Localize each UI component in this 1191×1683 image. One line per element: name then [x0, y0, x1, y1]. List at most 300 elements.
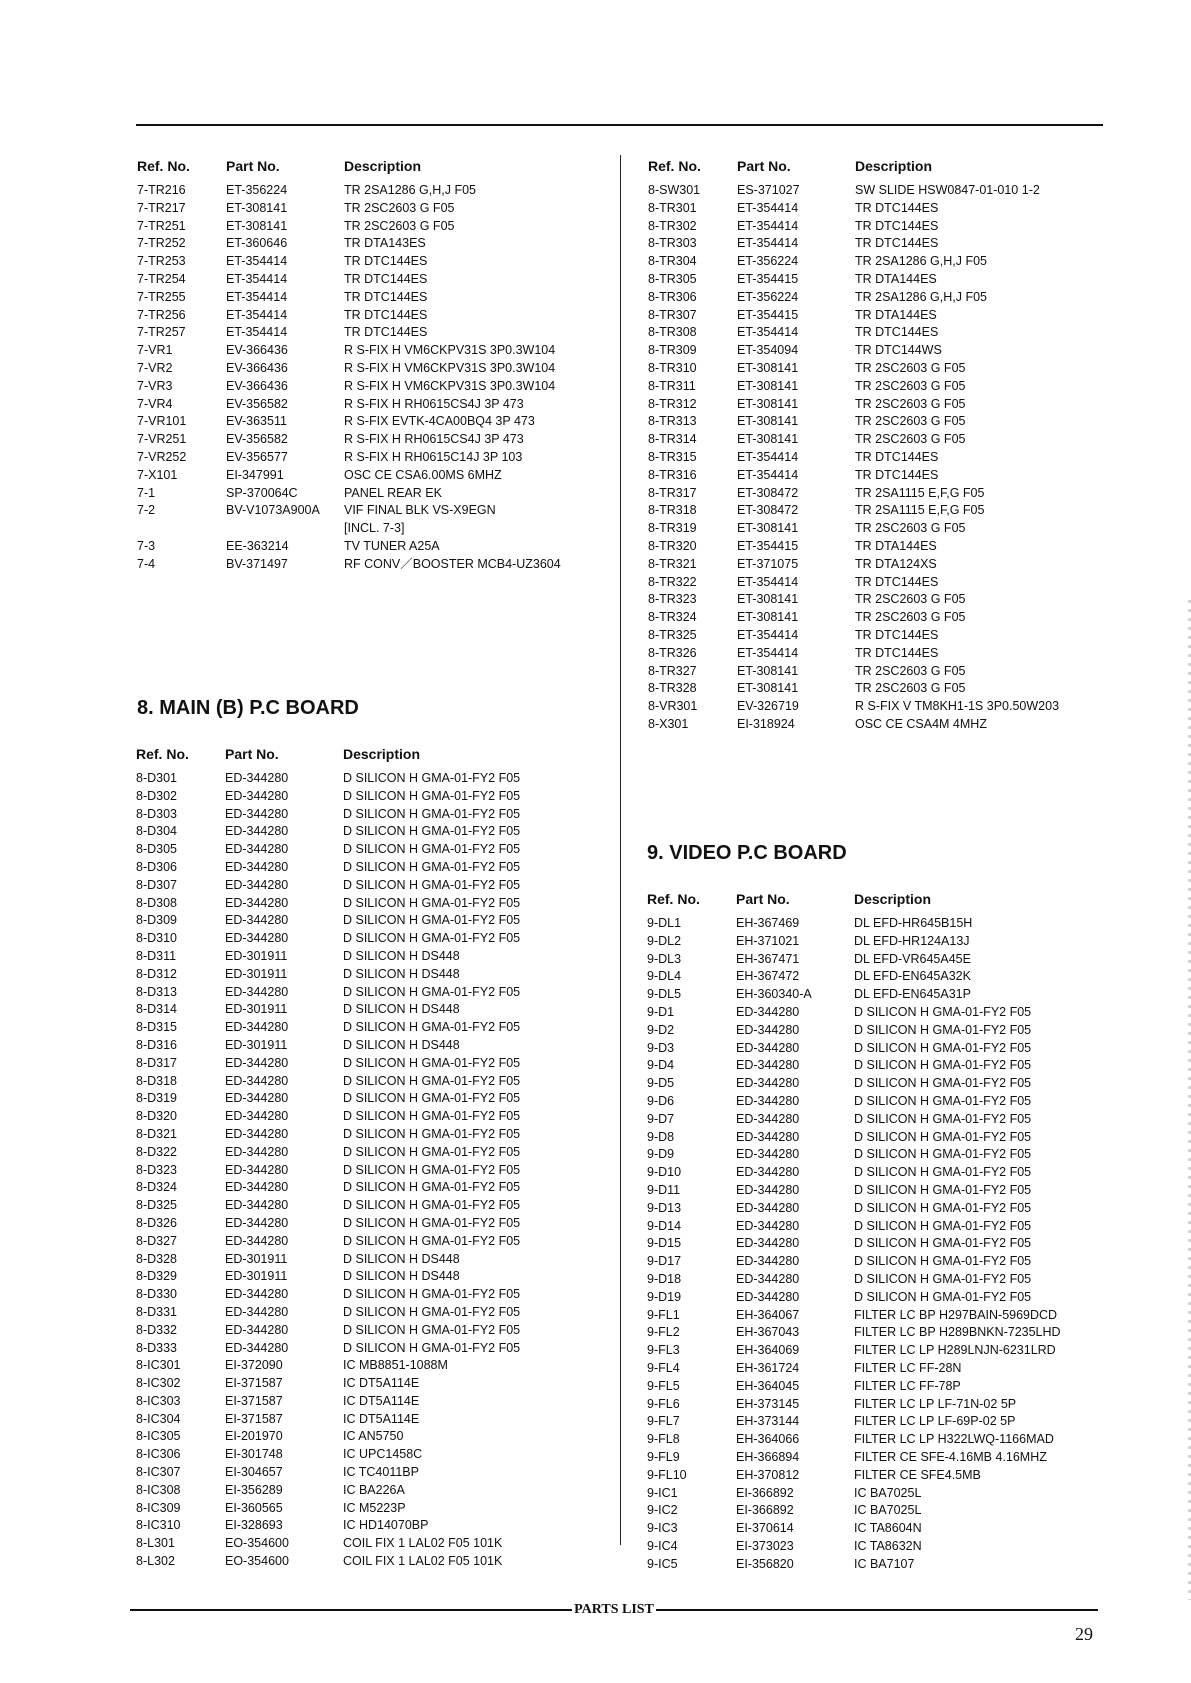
- ref-no: 9-D1: [647, 1004, 675, 1019]
- table-9: [647, 885, 1087, 1573]
- table-row: [136, 823, 606, 841]
- ref-no: 8-TR324: [648, 610, 697, 625]
- description: TR DTA144ES: [855, 271, 937, 286]
- description: FILTER CE SFE4.5MB: [854, 1467, 981, 1482]
- ref-no: 9-FL1: [647, 1307, 680, 1322]
- ref-no: 9-IC1: [647, 1485, 678, 1500]
- description: D SILICON H GMA-01-FY2 F05: [343, 1055, 521, 1070]
- table-header: [648, 152, 1088, 174]
- part-no: EH-364066: [736, 1432, 800, 1447]
- table-row: [136, 1286, 606, 1304]
- ref-no: 8-TR313: [648, 414, 697, 429]
- table-row: [647, 915, 1087, 933]
- description: D SILICON H GMA-01-FY2 F05: [854, 1093, 1032, 1108]
- ref-no: 8-D308: [136, 895, 177, 910]
- ref-no: 8-TR303: [648, 236, 697, 251]
- description: D SILICON H GMA-01-FY2 F05: [854, 1111, 1032, 1126]
- part-no: ED-344280: [225, 1162, 289, 1177]
- part-no: ED-344280: [736, 1271, 800, 1286]
- table-row: [648, 520, 1088, 538]
- table-row: [136, 1482, 606, 1500]
- ref-no: 8-D309: [136, 913, 177, 928]
- footer-label: PARTS LIST: [574, 1602, 654, 1617]
- part-no: ET-308141: [737, 663, 799, 678]
- ref-no: 9-IC4: [647, 1538, 678, 1553]
- table-row: [647, 1271, 1087, 1289]
- ref-no: 8-TR308: [648, 325, 697, 340]
- part-no: ET-354414: [226, 254, 288, 269]
- ref-no: 8-D318: [136, 1073, 177, 1088]
- table-row: [137, 378, 607, 396]
- ref-no: 8-D330: [136, 1287, 177, 1302]
- ref-no: 8-TR305: [648, 271, 697, 286]
- ref-no: 8-D323: [136, 1162, 177, 1177]
- part-no: ET-354414: [737, 218, 799, 233]
- table-row: [648, 200, 1088, 218]
- part-no: BV-V1073A900A: [226, 503, 320, 518]
- ref-no: 8-D304: [136, 824, 177, 839]
- table-row: [136, 984, 606, 1002]
- description: D SILICON H GMA-01-FY2 F05: [343, 859, 521, 874]
- part-no: ED-344280: [736, 1182, 800, 1197]
- ref-no: 9-IC5: [647, 1556, 678, 1571]
- description: D SILICON H GMA-01-FY2 F05: [854, 1200, 1032, 1215]
- table-row: [136, 1428, 606, 1446]
- ref-no: 9-IC2: [647, 1503, 678, 1518]
- part-no: ET-308472: [737, 503, 799, 518]
- part-no: ED-344280: [225, 1340, 289, 1355]
- description: IC M5223P: [343, 1500, 406, 1515]
- table-row: [136, 841, 606, 859]
- table-row: [137, 467, 607, 485]
- section-8-title: 8. MAIN (B) P.C BOARD: [137, 697, 359, 719]
- table-row: [136, 1001, 606, 1019]
- table-row: [136, 1464, 606, 1482]
- description: R S-FIX H VM6CKPV31S 3P0.3W104: [344, 360, 556, 375]
- part-no: ED-301911: [225, 1002, 288, 1017]
- ref-no: 8-D311: [136, 948, 177, 963]
- ref-no: 9-FL7: [647, 1414, 680, 1429]
- table-row: [137, 218, 607, 236]
- table-row: [137, 502, 607, 520]
- part-no: ED-344280: [225, 895, 289, 910]
- part-no: ED-301911: [225, 948, 288, 963]
- table-row: [647, 1235, 1087, 1253]
- top-rule: [136, 124, 1103, 126]
- ref-no: 9-FL8: [647, 1432, 680, 1447]
- part-no: ET-308141: [737, 396, 799, 411]
- description: TR DTC144ES: [344, 325, 428, 340]
- ref-no: 9-D8: [647, 1129, 675, 1144]
- ref-no: 7-4: [137, 556, 156, 571]
- part-no: ET-308141: [737, 521, 799, 536]
- part-no: EI-371587: [225, 1393, 283, 1408]
- part-header: Part No.: [226, 158, 280, 174]
- ref-no: 8-VR301: [648, 699, 698, 714]
- part-no: ET-308141: [737, 414, 799, 429]
- description: R S-FIX H VM6CKPV31S 3P0.3W104: [344, 343, 556, 358]
- ref-no: 8-D301: [136, 771, 177, 785]
- description: OSC CE CSA4M 4MHZ: [855, 716, 987, 731]
- ref-no: 8-D307: [136, 877, 177, 892]
- desc-header: Description: [343, 746, 421, 762]
- description: IC BA226A: [343, 1482, 405, 1497]
- description: IC HD14070BP: [343, 1518, 429, 1533]
- table-row: [648, 502, 1088, 520]
- table-row: [647, 1396, 1087, 1414]
- part-no: ET-360646: [226, 236, 288, 251]
- part-no: ED-344280: [736, 1236, 800, 1251]
- part-no: EH-364045: [736, 1378, 800, 1393]
- description: [INCL. 7-3]: [344, 521, 405, 536]
- table-row: [648, 307, 1088, 325]
- description: D SILICON H GMA-01-FY2 F05: [343, 788, 521, 803]
- table-row: [136, 1553, 606, 1571]
- ref-no: 8-TR317: [648, 485, 697, 500]
- part-no: EI-366892: [736, 1485, 794, 1500]
- description: IC DT5A114E: [343, 1393, 420, 1408]
- ref-no: 8-D316: [136, 1037, 177, 1052]
- table-row: [647, 1253, 1087, 1271]
- description: FILTER LC LP H289LNJN-6231LRD: [854, 1343, 1056, 1358]
- part-no: ED-344280: [736, 1076, 800, 1091]
- part-no: EV-356582: [226, 432, 288, 447]
- description: IC BA7025L: [854, 1503, 922, 1518]
- table-row: [648, 609, 1088, 627]
- description: TR DTC144ES: [855, 645, 939, 660]
- table-row: [137, 271, 607, 289]
- description: D SILICON H GMA-01-FY2 F05: [343, 1233, 521, 1248]
- description: D SILICON H GMA-01-FY2 F05: [343, 1162, 521, 1177]
- part-no: EH-367043: [736, 1325, 800, 1340]
- part-no: ED-344280: [225, 771, 289, 785]
- table-row: [647, 1449, 1087, 1467]
- part-no: EI-347991: [226, 467, 284, 482]
- table-row: [648, 413, 1088, 431]
- description: R S-FIX H RH0615C14J 3P 103: [344, 449, 523, 464]
- table-row: [136, 877, 606, 895]
- ref-no: 8-TR309: [648, 343, 697, 358]
- description: D SILICON H GMA-01-FY2 F05: [854, 1254, 1032, 1269]
- description: D SILICON H GMA-01-FY2 F05: [343, 1340, 521, 1355]
- ref-no: 8-D317: [136, 1055, 177, 1070]
- description: SW SLIDE HSW0847-01-010 1-2: [855, 183, 1040, 197]
- ref-no: 8-D333: [136, 1340, 177, 1355]
- ref-no: 7-TR216: [137, 183, 186, 197]
- ref-no: 8-TR314: [648, 432, 697, 447]
- table-row: [647, 933, 1087, 951]
- table-7: [137, 152, 607, 574]
- ref-no: 8-TR307: [648, 307, 697, 322]
- table-row: [137, 324, 607, 342]
- table-body: [137, 182, 607, 574]
- description: DL EFD-HR645B15H: [854, 916, 973, 930]
- description: FILTER CE SFE-4.16MB 4.16MHZ: [854, 1449, 1047, 1464]
- ref-no: 9-FL2: [647, 1325, 680, 1340]
- table-row: [647, 1129, 1087, 1147]
- part-no: ET-354414: [737, 574, 799, 589]
- description: VIF FINAL BLK VS-X9EGN: [344, 503, 496, 518]
- part-no: ED-344280: [225, 1180, 289, 1195]
- desc-header: Description: [344, 158, 422, 174]
- part-no: ET-308141: [737, 610, 799, 625]
- table-row: [647, 1556, 1087, 1574]
- ref-no: 7-TR255: [137, 289, 186, 304]
- ref-no: 7-2: [137, 503, 156, 518]
- table-row: [648, 449, 1088, 467]
- part-no: ED-344280: [225, 1287, 289, 1302]
- ref-no: 8-IC307: [136, 1465, 181, 1480]
- ref-no: 9-FL6: [647, 1396, 680, 1411]
- ref-no: 8-TR304: [648, 254, 697, 269]
- part-no: SP-370064C: [226, 485, 298, 500]
- description: D SILICON H GMA-01-FY2 F05: [343, 1322, 521, 1337]
- ref-no: 7-X101: [137, 467, 178, 482]
- table-row: [648, 360, 1088, 378]
- table-row: [647, 1040, 1087, 1058]
- ref-no: 8-D332: [136, 1322, 177, 1337]
- ref-no: 9-D3: [647, 1040, 675, 1055]
- ref-no: 7-VR251: [137, 432, 187, 447]
- table-row: [648, 218, 1088, 236]
- part-no: ED-344280: [736, 1165, 800, 1180]
- part-no: EI-201970: [225, 1429, 283, 1444]
- part-no: ED-344280: [736, 1218, 800, 1233]
- part-no: ED-344280: [736, 1093, 800, 1108]
- description: TR DTC144ES: [855, 200, 939, 215]
- part-no: ED-344280: [225, 1055, 289, 1070]
- ref-no: 9-D9: [647, 1147, 675, 1162]
- description: TR 2SC2603 G F05: [855, 521, 966, 536]
- part-no: ET-354414: [226, 271, 288, 286]
- description: TR 2SC2603 G F05: [344, 218, 455, 233]
- table-row: [647, 1378, 1087, 1396]
- part-no: EH-367472: [736, 969, 800, 984]
- ref-no: 8-IC306: [136, 1447, 181, 1462]
- part-no: ET-356224: [737, 289, 799, 304]
- part-no: EE-363214: [226, 538, 289, 553]
- part-no: ET-354414: [737, 236, 799, 251]
- part-no: ED-344280: [225, 1233, 289, 1248]
- ref-no: 8-TR326: [648, 645, 697, 660]
- description: TR 2SC2603 G F05: [855, 681, 966, 696]
- part-no: EH-360340-A: [736, 987, 812, 1002]
- description: TR DTC144ES: [855, 627, 939, 642]
- ref-no: 9-D19: [647, 1289, 682, 1304]
- table-row: [647, 1182, 1087, 1200]
- table-row: [647, 951, 1087, 969]
- ref-no: 8-D331: [136, 1304, 177, 1319]
- ref-no: 8-D313: [136, 984, 177, 999]
- part-no: EH-361724: [736, 1360, 800, 1375]
- description: D SILICON H GMA-01-FY2 F05: [343, 895, 521, 910]
- description: D SILICON H GMA-01-FY2 F05: [854, 1182, 1032, 1197]
- part-no: ED-344280: [736, 1022, 800, 1037]
- description: FILTER LC BP H297BAIN-5969DCD: [854, 1307, 1058, 1322]
- table-row: [136, 1179, 606, 1197]
- ref-no: 9-FL3: [647, 1343, 680, 1358]
- part-no: EI-371587: [225, 1376, 283, 1391]
- part-header: Part No.: [736, 891, 790, 907]
- part-no: EI-370614: [736, 1521, 794, 1536]
- ref-no: 8-D320: [136, 1109, 177, 1124]
- ref-no: 8-D314: [136, 1002, 177, 1017]
- part-no: ED-344280: [225, 931, 289, 946]
- description: FILTER LC FF-28N: [854, 1360, 962, 1375]
- part-no: ED-301911: [225, 1269, 288, 1284]
- description: OSC CE CSA6.00MS 6MHZ: [344, 467, 502, 482]
- table-row: [647, 1324, 1087, 1342]
- description: TR DTC144ES: [344, 307, 428, 322]
- part-no: ED-344280: [736, 1040, 800, 1055]
- description: D SILICON H GMA-01-FY2 F05: [854, 1040, 1032, 1055]
- description: TR DTC144ES: [344, 254, 428, 269]
- part-no: ET-356224: [737, 254, 799, 269]
- ref-no: 8-TR310: [648, 360, 697, 375]
- part-header: Part No.: [737, 158, 791, 174]
- table-row: [136, 1055, 606, 1073]
- description: D SILICON H GMA-01-FY2 F05: [343, 1091, 521, 1106]
- part-no: EH-367471: [736, 951, 800, 966]
- part-no: ED-344280: [225, 1322, 289, 1337]
- description: D SILICON H GMA-01-FY2 F05: [854, 1289, 1032, 1304]
- part-no: ED-344280: [225, 984, 289, 999]
- table-row: [136, 770, 606, 788]
- part-no: ET-308141: [737, 360, 799, 375]
- ref-no: 9-DL3: [647, 951, 682, 966]
- table-row: [137, 235, 607, 253]
- table-row: [137, 431, 607, 449]
- table-row: [647, 986, 1087, 1004]
- description: IC TA8604N: [854, 1521, 922, 1536]
- part-no: EV-356582: [226, 396, 288, 411]
- table-row: [647, 1538, 1087, 1556]
- part-no: ET-354414: [737, 645, 799, 660]
- section-9-title: 9. VIDEO P.C BOARD: [647, 842, 847, 864]
- description: R S-FIX H VM6CKPV31S 3P0.3W104: [344, 378, 556, 393]
- table-row: [648, 289, 1088, 307]
- table-row: [647, 1075, 1087, 1093]
- part-no: EH-364069: [736, 1343, 800, 1358]
- description: D SILICON H GMA-01-FY2 F05: [343, 1109, 521, 1124]
- ref-header: Ref. No.: [648, 158, 701, 174]
- ref-no: 8-TR312: [648, 396, 697, 411]
- table-row: [137, 520, 607, 538]
- table-row: [136, 948, 606, 966]
- part-no: EH-366894: [736, 1449, 800, 1464]
- table-row: [136, 1090, 606, 1108]
- description: FILTER LC LP H322LWQ-1166MAD: [854, 1432, 1054, 1447]
- table-row: [137, 289, 607, 307]
- part-no: ED-344280: [225, 859, 289, 874]
- table-row: [136, 1037, 606, 1055]
- description: FILTER LC FF-78P: [854, 1378, 961, 1393]
- ref-no: 9-D10: [647, 1165, 682, 1180]
- ref-no: 8-IC305: [136, 1429, 181, 1444]
- part-no: ED-344280: [225, 1198, 289, 1213]
- description: TR 2SC2603 G F05: [855, 592, 966, 607]
- ref-no: 7-TR256: [137, 307, 186, 322]
- ref-no: 7-3: [137, 538, 156, 553]
- ref-no: 8-X301: [648, 716, 689, 731]
- description: D SILICON H GMA-01-FY2 F05: [854, 1076, 1032, 1091]
- table-row: [136, 1073, 606, 1091]
- description: IC TA8632N: [854, 1538, 922, 1553]
- part-no: EI-371587: [225, 1411, 283, 1426]
- description: IC BA7107: [854, 1556, 915, 1571]
- part-no: ET-308472: [737, 485, 799, 500]
- description: TR 2SA1115 E,F,G F05: [855, 485, 985, 500]
- ref-no: 8-D319: [136, 1091, 177, 1106]
- ref-no: 8-TR315: [648, 449, 697, 464]
- table-row: [136, 1340, 606, 1358]
- description: DL EFD-VR645A45E: [854, 951, 971, 966]
- ref-no: 8-D325: [136, 1198, 177, 1213]
- ref-no: 8-IC310: [136, 1518, 181, 1533]
- table-row: [136, 930, 606, 948]
- description: TR DTC144ES: [855, 467, 939, 482]
- part-no: ED-344280: [225, 1215, 289, 1230]
- description: RF CONV／BOOSTER MCB4-UZ3604: [344, 556, 561, 571]
- table-row: [648, 680, 1088, 698]
- table-row: [136, 1375, 606, 1393]
- ref-no: 8-TR302: [648, 218, 697, 233]
- ref-no: 7-TR253: [137, 254, 186, 269]
- ref-no: 9-D17: [647, 1254, 682, 1269]
- part-header: Part No.: [225, 746, 279, 762]
- description: PANEL REAR EK: [344, 485, 442, 500]
- table-row: [648, 698, 1088, 716]
- description: D SILICON H GMA-01-FY2 F05: [343, 877, 521, 892]
- description: TR DTC144ES: [855, 218, 939, 233]
- ref-no: 9-D5: [647, 1076, 675, 1091]
- table-row: [648, 431, 1088, 449]
- part-no: ED-344280: [225, 1109, 289, 1124]
- ref-no: 8-L301: [136, 1536, 175, 1551]
- ref-no: 9-D11: [647, 1182, 681, 1197]
- description: TR 2SA1286 G,H,J F05: [344, 183, 477, 197]
- description: D SILICON H GMA-01-FY2 F05: [343, 1215, 521, 1230]
- description: IC AN5750: [343, 1429, 404, 1444]
- description: TR 2SC2603 G F05: [855, 432, 966, 447]
- table-row: [136, 1393, 606, 1411]
- part-no: ED-344280: [736, 1004, 800, 1019]
- description: TR DTC144WS: [855, 343, 942, 358]
- ref-no: 7-VR1: [137, 343, 173, 358]
- table-row: [648, 182, 1088, 200]
- ref-no: 8-TR327: [648, 663, 697, 678]
- description: TR 2SA1286 G,H,J F05: [855, 254, 988, 269]
- part-no: EI-366892: [736, 1503, 794, 1518]
- part-no: ED-344280: [736, 1058, 800, 1073]
- description: TR 2SC2603 G F05: [344, 200, 455, 215]
- page-number: 29: [1075, 1624, 1093, 1644]
- description: D SILICON H DS448: [343, 1002, 460, 1017]
- table-row: [137, 413, 607, 431]
- table-row: [136, 912, 606, 930]
- description: D SILICON H GMA-01-FY2 F05: [854, 1165, 1032, 1180]
- table-body: [647, 915, 1087, 1573]
- ref-no: 8-D321: [136, 1126, 177, 1141]
- ref-no: 8-IC308: [136, 1482, 181, 1497]
- footer-rule-right: [656, 1609, 1098, 1611]
- part-no: ED-344280: [736, 1111, 800, 1126]
- table-row: [137, 538, 607, 556]
- description: COIL FIX 1 LAL02 F05 101K: [343, 1554, 503, 1569]
- part-no: ED-301911: [225, 966, 288, 981]
- ref-no: 8-D310: [136, 931, 177, 946]
- description: TR DTC144ES: [855, 236, 939, 251]
